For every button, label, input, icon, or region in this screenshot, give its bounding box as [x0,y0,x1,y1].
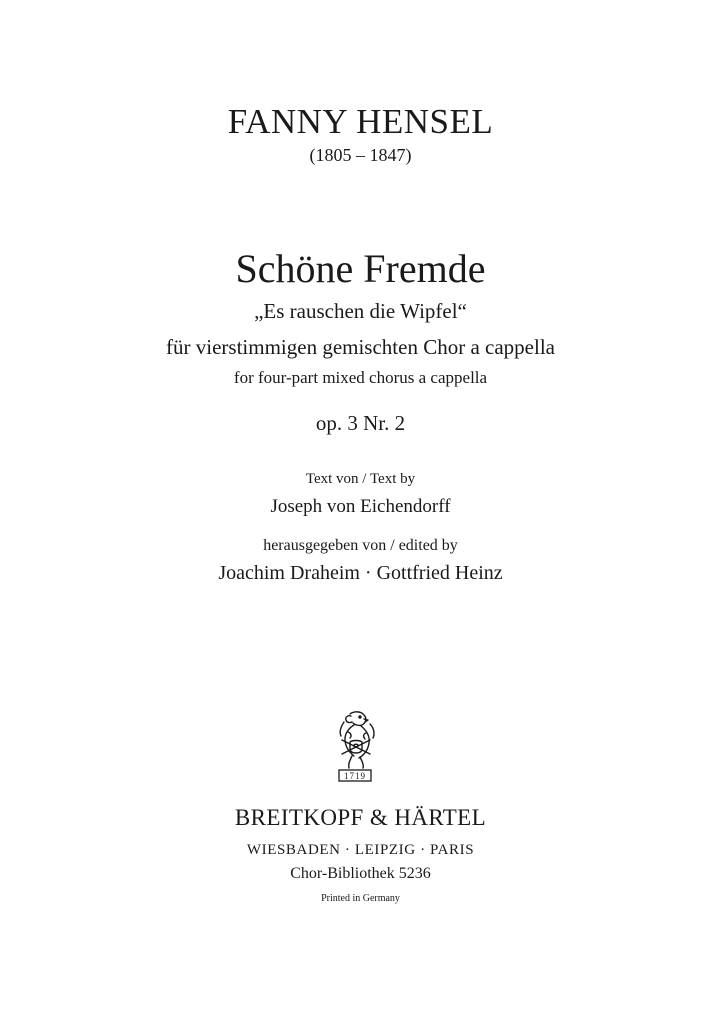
logo-year: 1719 [344,771,366,781]
work-description-english: for four-part mixed chorus a cappella [233,368,488,387]
publisher-logo-icon [330,710,380,786]
work-subtitle: „Es rauschen die Wipfel“ [254,299,467,323]
composer-name: FANNY HENSEL [227,102,494,141]
printed-in: Printed in Germany [321,893,400,904]
editors-label: herausgegeben von / edited by [263,537,458,554]
text-author: Joseph von Eichendorff [270,496,451,517]
composer-dates: (1805 – 1847) [309,145,412,165]
opus-number: op. 3 Nr. 2 [315,411,406,435]
publisher-cities: WIESBADEN · LEIPZIG · PARIS [246,842,475,858]
catalog-series: Chor-Bibliothek 5236 [290,865,431,882]
text-credit-label: Text von / Text by [305,471,416,487]
editors-names: Joachim Draheim · Gottfried Heinz [218,562,503,584]
work-description-german: für vierstimmigen gemischten Chor a cappella [166,335,555,359]
work-title: Schöne Fremde [235,246,486,291]
publisher-name: BREITKOPF & HÄRTEL [234,805,487,830]
